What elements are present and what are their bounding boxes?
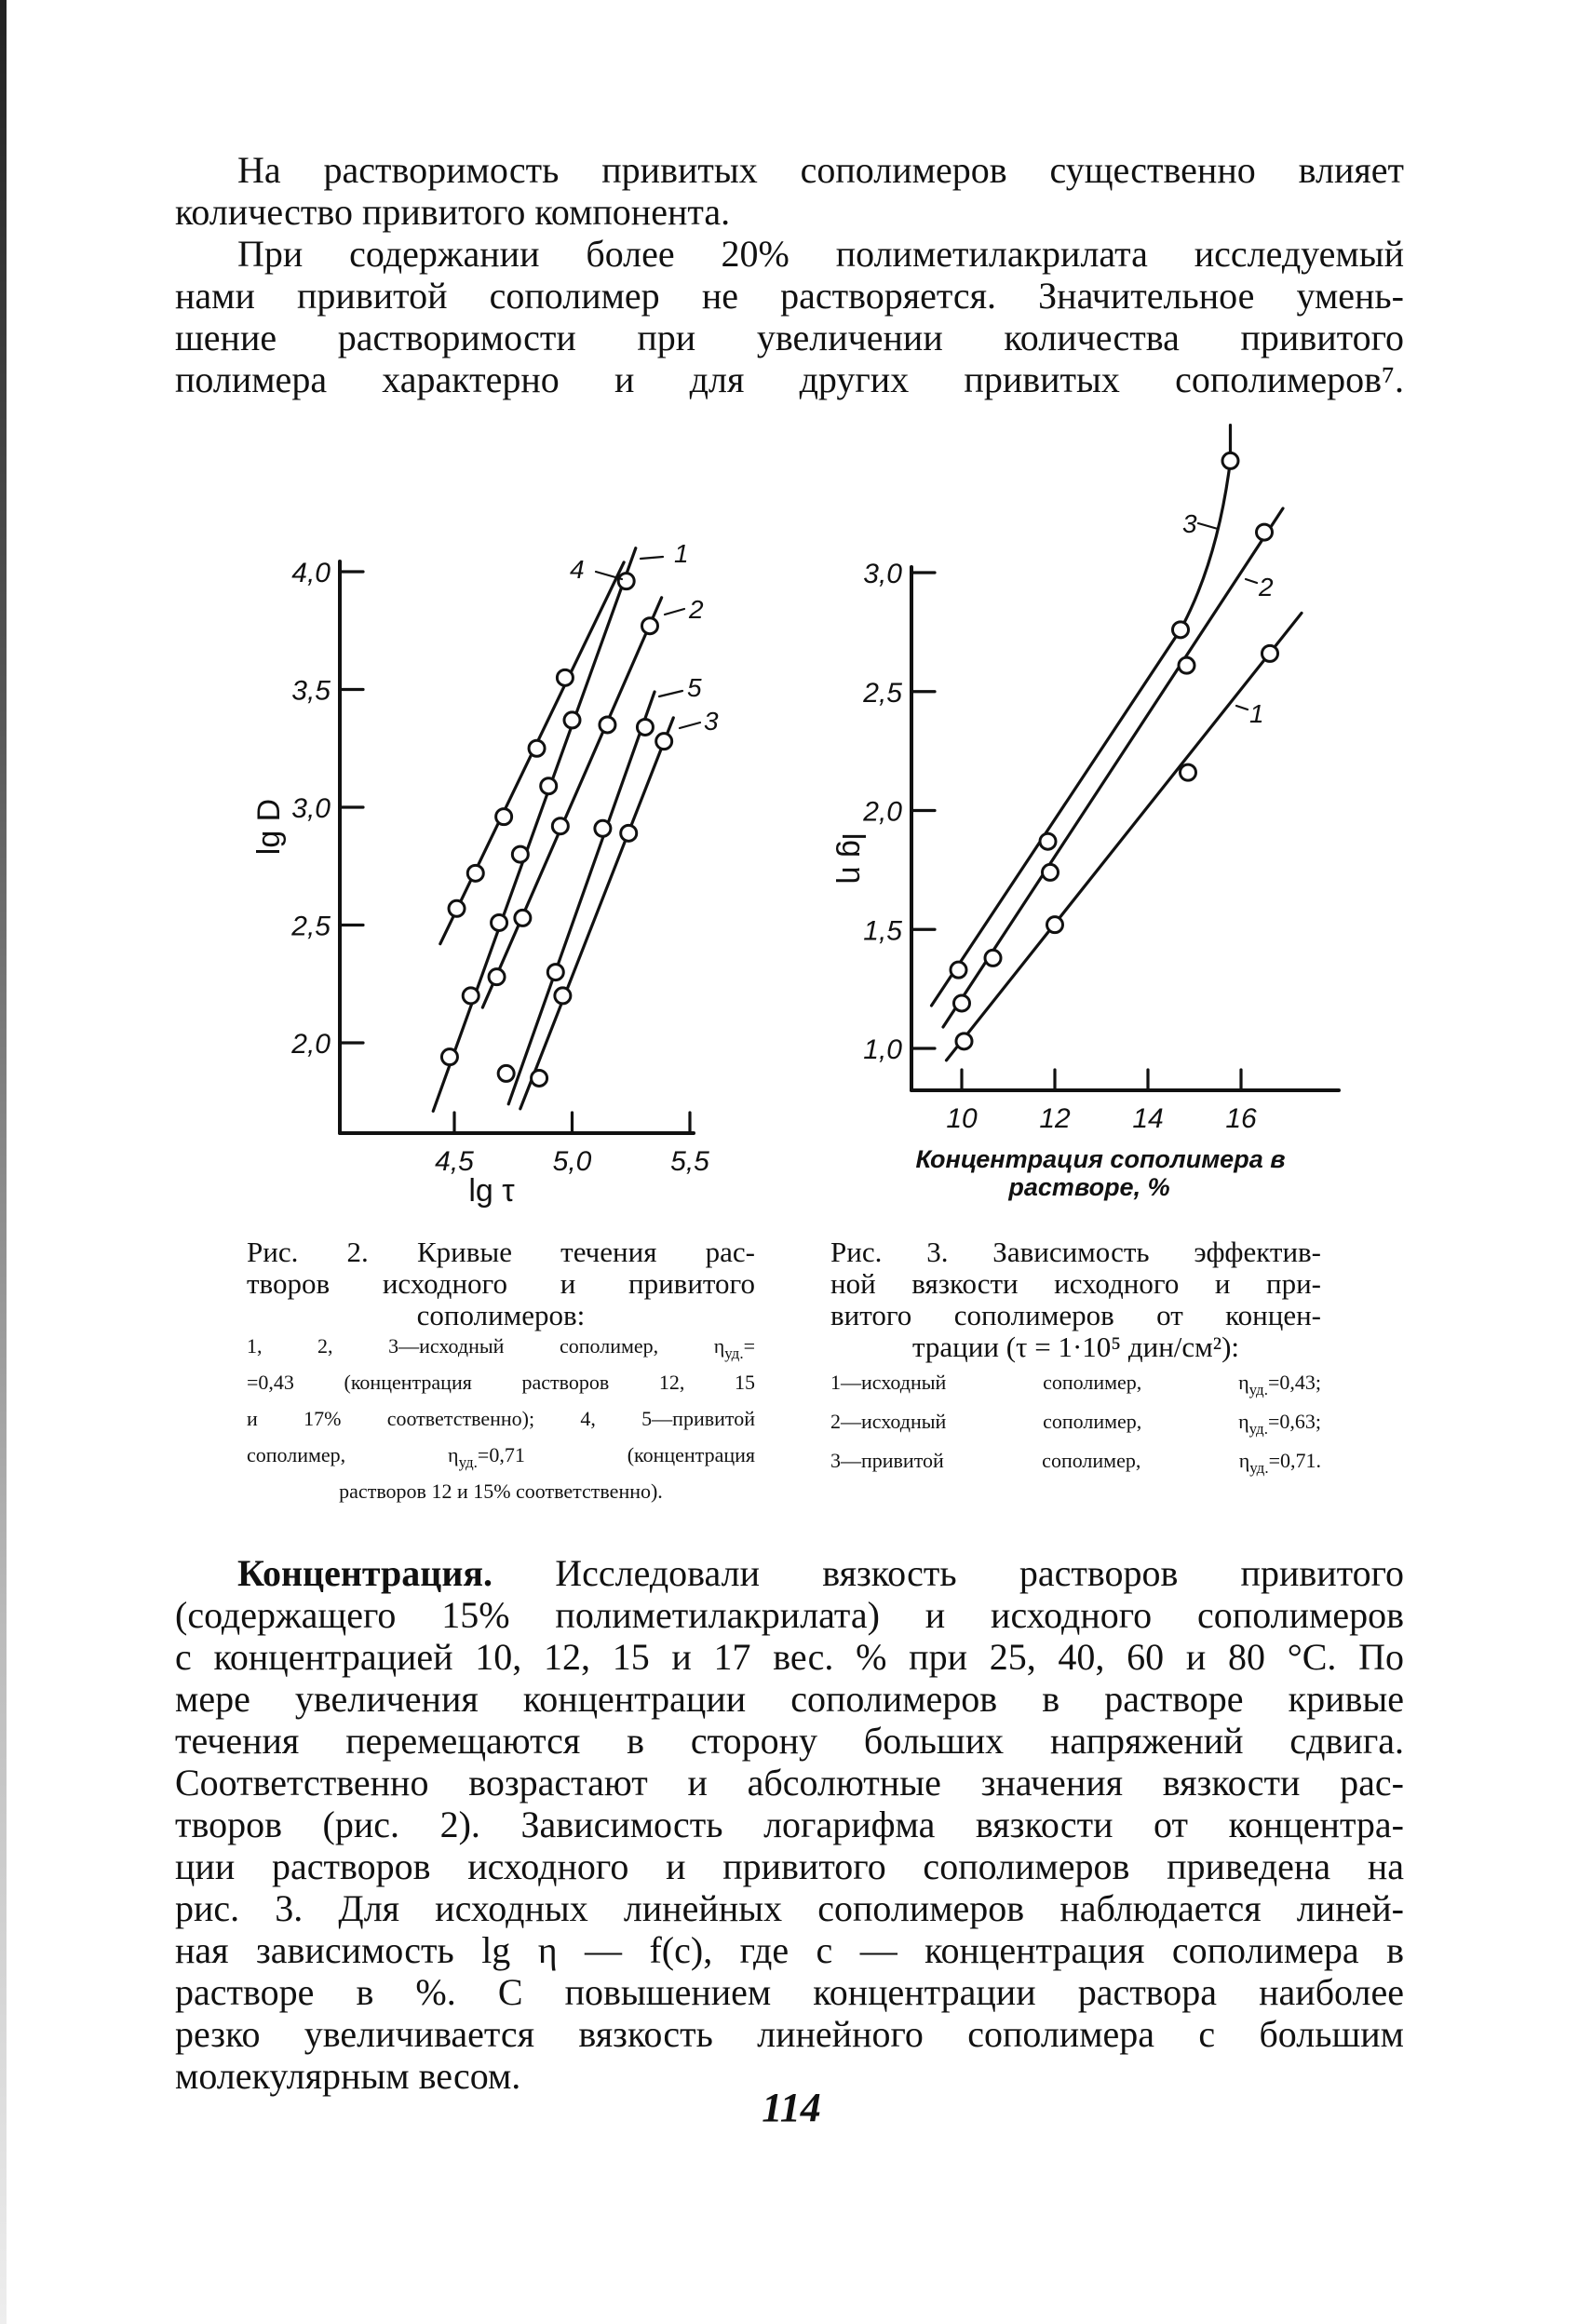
caption-legend-line	[247, 1368, 755, 1404]
y-tick-label: 2,0	[291, 1029, 331, 1060]
text-line: нами привитой сополимер не растворяется. Значительное умень-	[175, 275, 1404, 317]
text-line: течения перемещаются в сторону больших напряжений сдвига.	[175, 1720, 1404, 1762]
text-line: ная зависимость lg η — f(c), где c — концентрация сополимера в	[175, 1929, 1404, 1971]
text-line: На растворимость привитых сополимеров существенно влияет	[237, 149, 1404, 191]
x-tick-label: 4,5	[435, 1146, 474, 1177]
legend-pre: 1, 2, 3—исходный сополимер, η	[247, 1334, 725, 1358]
curve-label: 1	[674, 539, 689, 568]
y-tick-label: 4,0	[291, 558, 331, 588]
y-tick-label: 3,0	[863, 559, 902, 589]
caption-title-line: витого сополимеров от концен-	[830, 1299, 1321, 1331]
legend-sub: уд.	[1249, 1459, 1269, 1477]
caption-legend-line	[830, 1367, 1321, 1406]
data-point	[985, 950, 1001, 966]
legend-pre: 1—исходный сополимер, η	[830, 1371, 1249, 1394]
curve-label: 1	[1249, 699, 1264, 728]
text-segment: Исследовали вязкость растворов привитого	[493, 1552, 1404, 1594]
data-point	[1040, 833, 1056, 849]
y-tick-label: 3,5	[291, 675, 331, 707]
legend-pre: растворов 12 и 15% соответственно).	[339, 1480, 663, 1503]
text-line: растворе в %. С повышением концентрации раствора наиболее	[175, 1971, 1404, 2013]
text-line: ции растворов исходного и привитого сополимеров приведена на	[175, 1845, 1404, 1887]
y-tick-label: 3,0	[291, 793, 331, 824]
caption-legend	[247, 1331, 755, 1513]
curve-label: 4	[570, 555, 585, 584]
x-axis-label-line: растворе, %	[1008, 1173, 1170, 1201]
caption-legend	[830, 1367, 1321, 1484]
curve-label: 2	[689, 595, 704, 624]
legend-sub: уд.	[1248, 1420, 1268, 1438]
text-line: рис. 3. Для исходных линейных сополимеров наблюдается линей-	[175, 1887, 1404, 1929]
curve-label: 3	[704, 707, 719, 736]
text-line: При содержании более 20% полиметилакрилата исследуемый	[237, 233, 1404, 275]
caption-legend-line	[247, 1404, 755, 1440]
page-number: 114	[762, 2085, 821, 2130]
text-line: шение растворимости при увеличении количества привитого	[175, 317, 1404, 358]
caption-legend-line	[247, 1440, 755, 1477]
text-line: количество привитого компонента.	[175, 191, 731, 233]
caption-legend-line	[247, 1331, 755, 1368]
x-axis-label: lg τ	[468, 1173, 515, 1209]
x-tick-label: 12	[1039, 1103, 1071, 1134]
text-line: молекулярным весом.	[175, 2055, 521, 2097]
legend-post: =0,63;	[1267, 1410, 1321, 1433]
caption-title-line: творов исходного и привитого	[247, 1267, 755, 1300]
text-line: творов (рис. 2). Зависимость логарифма вязкости от концентра-	[175, 1804, 1404, 1845]
data-point	[1173, 622, 1189, 638]
y-axis-label: lg D	[251, 798, 287, 856]
x-axis-label-line: Концентрация сополимера в	[915, 1145, 1286, 1173]
caption-title-line: сополимеров:	[416, 1299, 586, 1331]
series-1	[947, 613, 1302, 1060]
caption-title-line: ной вязкости исходного и при-	[830, 1267, 1321, 1300]
y-axis-label: lg η	[835, 832, 870, 885]
figure-3-caption	[830, 1236, 1321, 1484]
data-point	[1179, 657, 1194, 673]
legend-pre: сополимер, η	[247, 1443, 459, 1466]
y-tick-label: 2,0	[863, 796, 902, 828]
x-tick-label: 5,5	[670, 1146, 709, 1177]
series-line	[947, 613, 1302, 1060]
figure-2-caption	[247, 1236, 755, 1513]
data-point	[1222, 453, 1238, 468]
legend-sub: уд.	[724, 1344, 744, 1362]
legend-pre: и 17% соответственно); 4, 5—привитой	[247, 1407, 755, 1430]
caption-legend-line	[247, 1477, 755, 1513]
data-point	[954, 995, 970, 1011]
legend-post: =	[743, 1334, 755, 1358]
legend-pre: 2—исходный сополимер, η	[830, 1410, 1249, 1433]
data-point	[1262, 645, 1278, 661]
legend-sub: уд.	[1248, 1381, 1268, 1398]
legend-post: =0,71 (концентрация	[477, 1443, 755, 1466]
data-point	[956, 1034, 972, 1049]
curve-label-leader	[1236, 706, 1248, 709]
x-tick-label: 14	[1132, 1103, 1164, 1134]
data-point	[1257, 524, 1273, 540]
section-lead: Концентрация.	[237, 1552, 493, 1594]
text-line: Соответственно возрастают и абсолютные значения вязкости рас-	[175, 1762, 1404, 1804]
legend-pre: =0,43 (концентрация растворов 12, 15	[247, 1371, 755, 1394]
caption-title-line: Рис. 3. Зависимость эффектив-	[830, 1236, 1321, 1268]
legend-sub: уд.	[458, 1453, 478, 1471]
paragraph-3	[175, 1552, 1404, 2097]
curve-label-leader	[1246, 579, 1257, 583]
text-line: с концентрацией 10, 12, 15 и 17 вес. % при 25, 40, 60 и 80 °С. По	[175, 1636, 1404, 1678]
data-point	[1047, 917, 1063, 933]
curve-label: 3	[1182, 509, 1197, 538]
caption-legend-line	[830, 1445, 1321, 1484]
x-tick-label: 5,0	[552, 1146, 592, 1177]
caption-legend-line	[830, 1406, 1321, 1445]
data-point	[951, 962, 966, 978]
text-line: полимера характерно и для других привитых сополимеров⁷.	[175, 358, 1404, 400]
y-tick-label: 2,5	[291, 911, 331, 942]
x-tick-label: 16	[1225, 1103, 1257, 1134]
curve-label-leader	[1198, 523, 1218, 529]
data-point	[1181, 764, 1196, 780]
y-tick-label: 2,5	[863, 677, 902, 709]
text-line: резко увеличивается вязкость линейного сополимера с большим	[175, 2013, 1404, 2055]
legend-post: =0,43;	[1267, 1371, 1321, 1394]
legend-pre: 3—привитой сополимер, η	[830, 1449, 1250, 1472]
y-tick-label: 1,5	[863, 915, 902, 947]
legend-post: =0,71.	[1268, 1449, 1321, 1472]
data-point	[1043, 864, 1059, 880]
x-tick-label: 10	[946, 1103, 978, 1134]
curve-label: 5	[687, 673, 702, 702]
curve-label: 2	[1259, 573, 1274, 601]
text-line	[175, 1552, 1404, 1594]
caption-title-line: Рис. 2. Кривые течения рас-	[247, 1236, 755, 1268]
text-line: (содержащего 15% полиметилакрилата) и исходного сополимеров	[175, 1594, 1404, 1636]
caption-title-line: трации (τ = 1·10⁵ дин/см²):	[911, 1331, 1240, 1363]
y-tick-label: 1,0	[863, 1034, 902, 1065]
series-2	[943, 508, 1283, 1027]
text-line: мере увеличения концентрации сополимеров в растворе кривые	[175, 1678, 1404, 1720]
